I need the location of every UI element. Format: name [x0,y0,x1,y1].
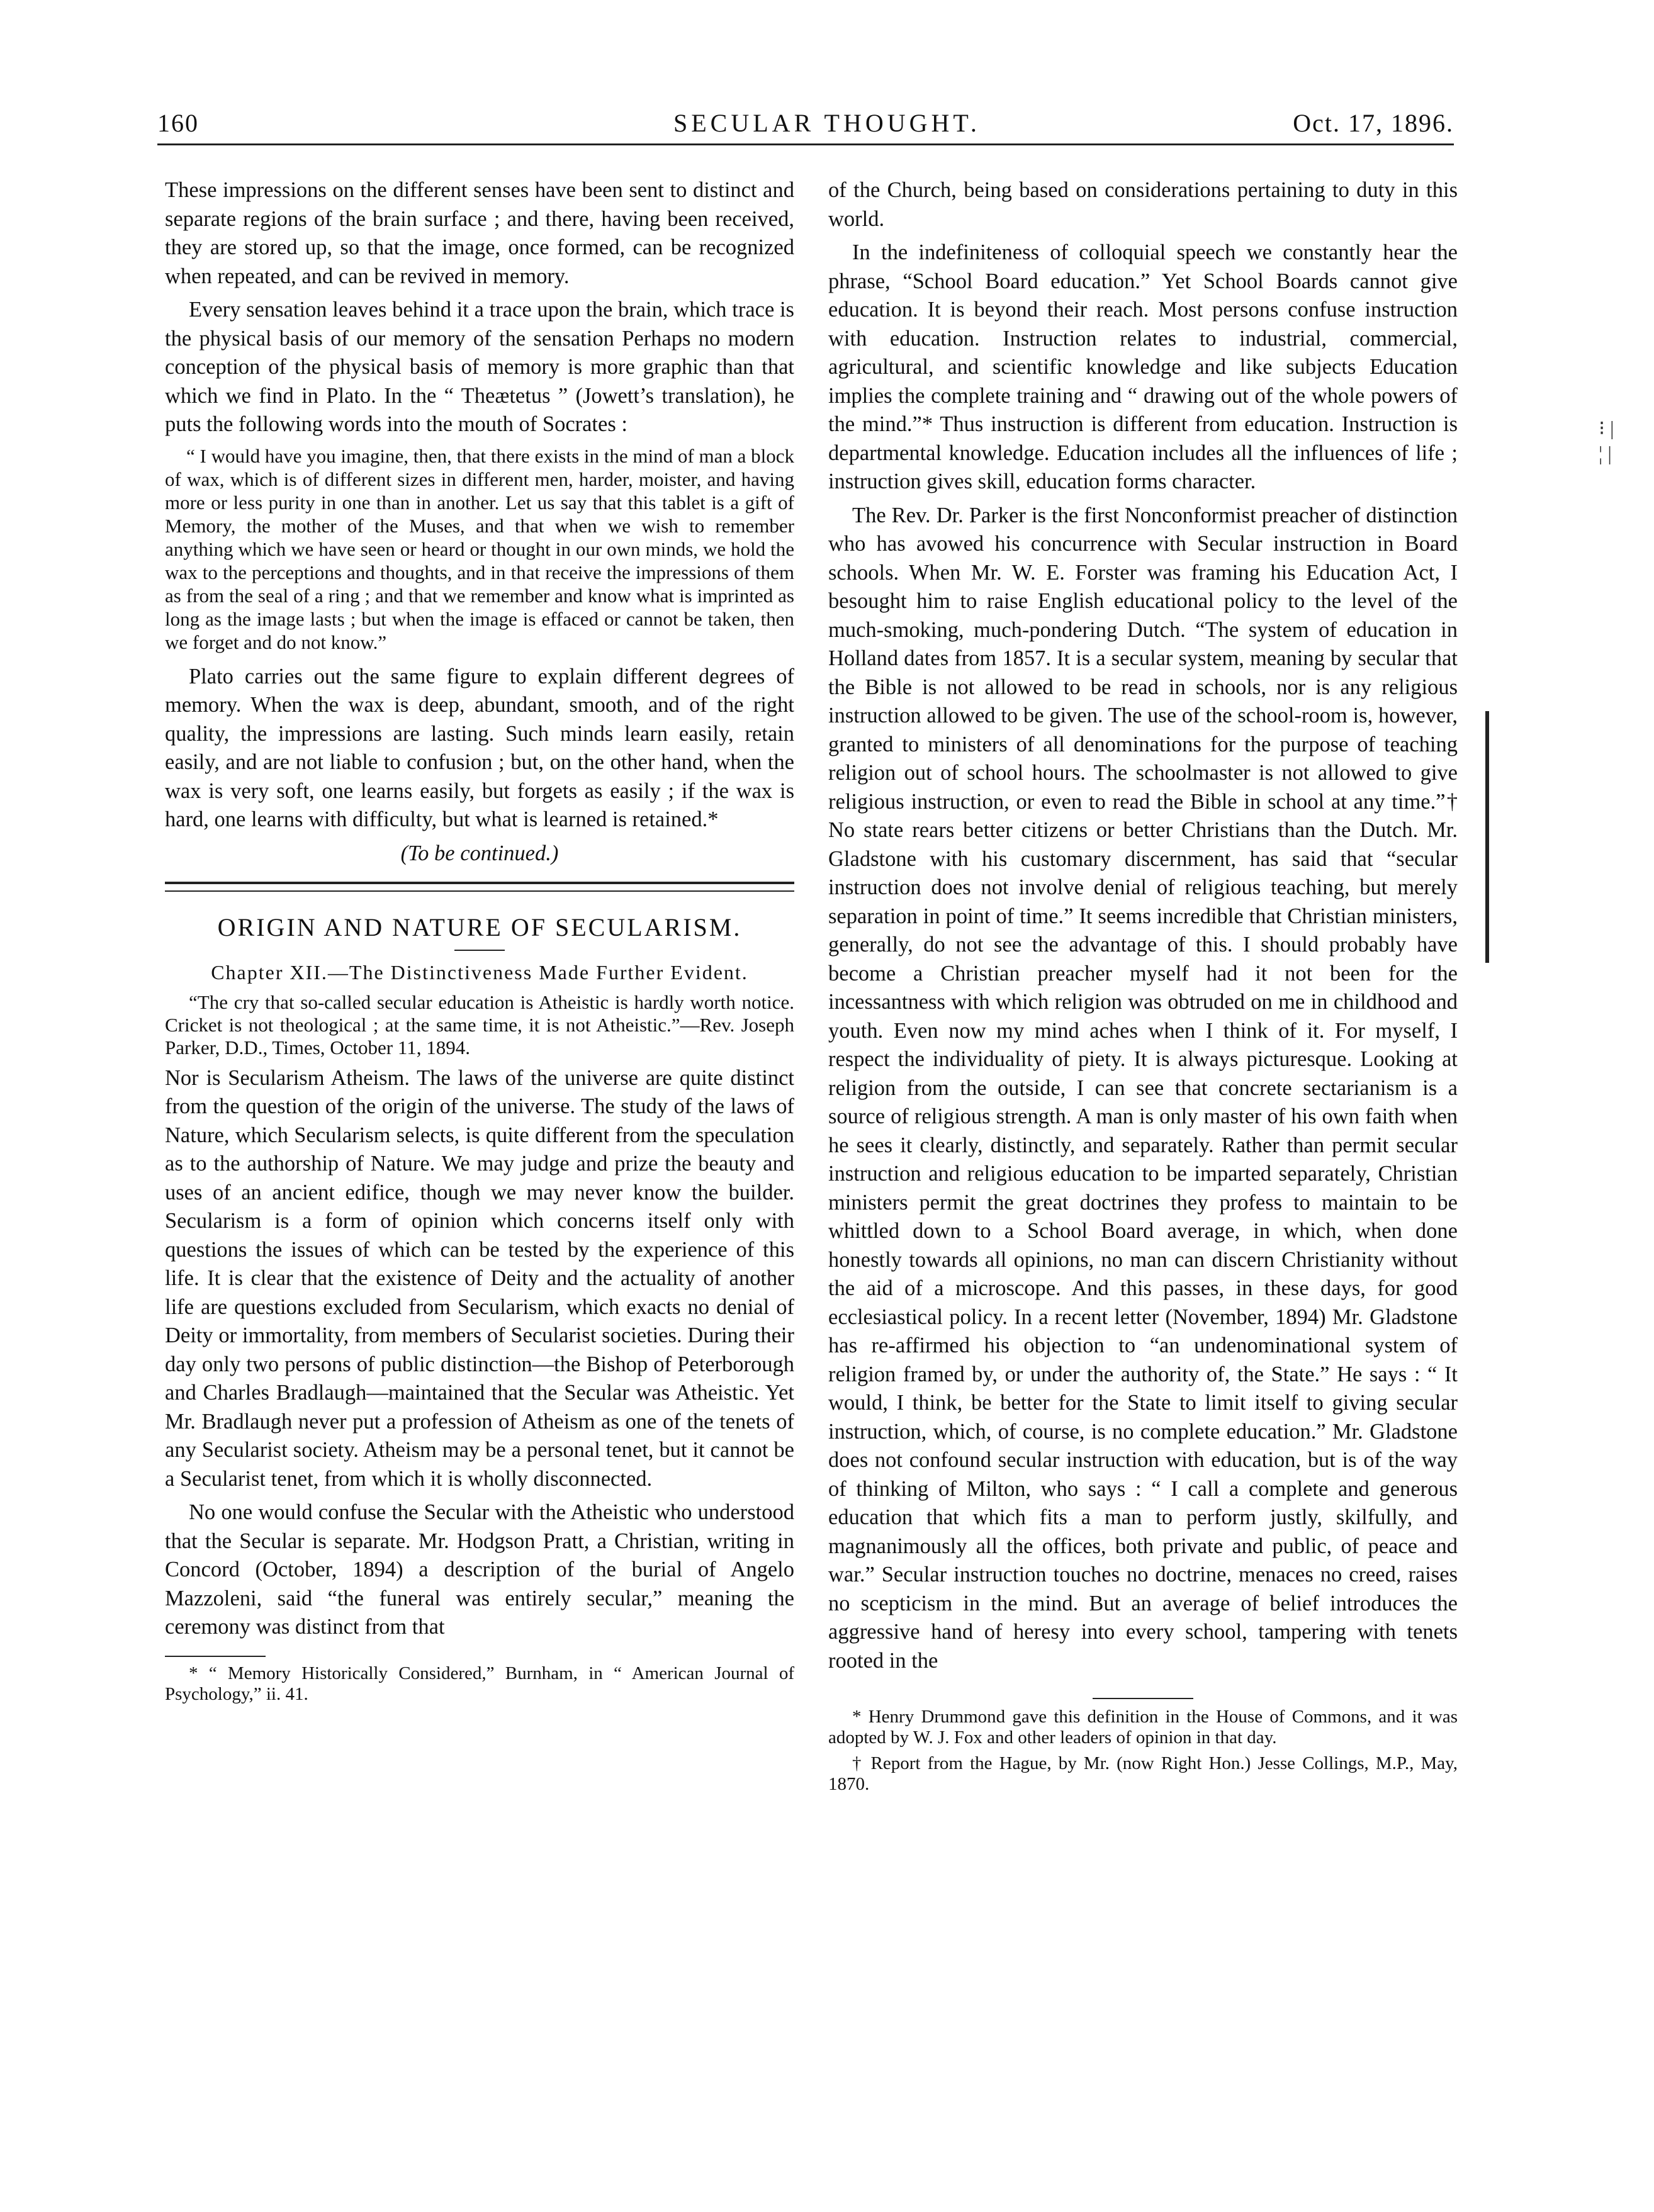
header-rule [157,143,1454,145]
paragraph: Plato carries out the same figure to explain different degrees of memory. When the wax is deep, abundant, smooth, and of the right quality, the impressions are lasting. Such minds learn easily, retain easily, and are not liable to confusion ; but, on the other hand, when the wax is very soft, one learns easily, but forgets as easily ; if the wax is hard, one learns with difficulty, but what is learned is retained.* [165,664,794,831]
paragraph: Nor is Secularism Atheism. The laws of the universe are quite distinct from the question of the origin of the universe. The study of the laws of Nature, which Secularism selects, is quite different from the speculation as to the authorship of Nature. We may judge and prize the beauty and uses of an ancient edifice, though we may never know the builder. Secularism is a form of opinion which concerns itself only with questions the issues of which can be tested by the experience of this life. It is clear that the existence of Deity and the actuality of another life are questions excluded from Secularism, which exacts no denial of Deity or immortality, from members of Secularist societies. During their day only two persons of public distinction—the Bishop of Peterborough and Charles Bradlaugh—maintained that the Secular was Atheistic. Yet Mr. Bradlaugh never put a profession of Atheism as one of the tenets of any Secularist society. Atheism may be a personal tenet, but it cannot be a Secularist tenet, from which it is wholly disconnected. [165,1065,794,1491]
footnote: † Report from the Hague, by Mr. (now Right Hon.) Jesse Collings, M.P., May, 1870. [828,1753,1458,1794]
right-column [828,176,1458,1800]
footnote-rule [1093,1698,1193,1699]
footnote-rule [165,1656,266,1657]
paragraph: In the indefiniteness of colloquial speech we constantly hear the phrase, “School Board education.” Yet School Boards cannot give education. It is beyond their reach. Most persons confuse instruction with education. Instruction relates to industrial, commercial, agricultural, and scientific knowledge and like subjects Education implies the complete training and “ drawing out of the whole powers of the mind.”* Thus instruction is different from education. Instruction is departmental knowledge. Education includes all the influences of life ; instruction gives skill, education forms character. [828,240,1458,493]
paragraph: These impressions on the different senses have been sent to distinct and separate regions of the brain surface ; and there, having been received, they are stored up, so that the image, once formed, can be recognized when repeated, and can be revived in memory. [165,178,794,288]
margin-bar [1485,711,1489,963]
issue-date: Oct. 17, 1896. [1293,109,1454,137]
paragraph: Every sensation leaves behind it a trace upon the brain, which trace is the physical basis of our memory of the sensation Perhaps no modern conception of the physical basis of memory is more graphic than that which we find in Plato. In the “ Theætetus ” (Jowett’s translation), he puts the following words into the mouth of Socrates : [165,298,794,436]
running-header [157,108,1454,146]
paragraph: No one would confuse the Secular with the Atheistic who understood that the Secular is separate. Mr. Hodgson Pratt, a Christian, writing in Concord (October, 1894) a description of the burial of Angelo Mazzoleni, said “the funeral was entirely secular,” meaning the ceremony was distinct from that [165,1500,794,1639]
page-number: 160 [157,109,199,137]
left-column [165,176,794,1710]
paragraph: The Rev. Dr. Parker is the first Nonconformist preacher of distinction who has avowed his concurrence with Secular instruction in Board schools. When Mr. W. E. Forster was framing his Education Act, I besought him to raise English educational policy to the level of the much-smoking, much-pondering Dutch. “The system of education in Holland dates from 1857. It is a secular system, meaning by secular that the Bible is not allowed to be read in schools, nor is any religious instruction allowed to be given. The use of the school-room is, however, granted to ministers of all denominations for the purpose of teaching religion out of school hours. The schoolmaster is not allowed to give religious instruction, or even to read the Bible in school at any time.”† No state rears better citizens or better Christians than the Dutch. Mr. Gladstone with his customary discernment, has said that “secular instruction does not involve denial of religious teaching, but merely separation in point of time.” It seems incredible that Christian ministers, generally, do not see the advantage of this. I should probably have become a Christian preacher myself had it not been for the incessantness with which religion was obtruded on me in childhood and youth. Even now my mind aches when I think of it. For myself, I respect the individuality of piety. It is always picturesque. Looking at religion from the outside, I can see that concrete sectarianism is a source of religious strength. A man is only master of his own faith when he sees it clearly, distinctly, and separately. Rather than permit secular instruction and religious education to be imparted separately, Christian ministers permit the great doctrines they profess to maintain to be whittled down to a School Board average, in which, when done honestly towards all opinions, no man can discern Christianity without the aid of a microscope. And this passes, in these days, for good ecclesiastical policy. In a recent letter (November, 1894) Mr. Gladstone has re-affirmed his objection to “an undenominational system of religion framed by, or under the authority of, the State.” He says : “ It would, I think, be better for the State to limit itself to giving secular instruction, which, of course, is no complete education.” Mr. Gladstone does not confound secular instruction with education, but is of the way of thinking of Milton, who says : “ I call a complete and generous education that which fits a man to perform justly, skilfully, and magnanimously all the offices, both private and public, of peace and war.” Secular instruction touches no doctrine, menaces no creed, raises no scepticism in the mind. But an average of belief introduces the aggressive hand of heresy into every school, tampering with tenets rooted in the [828,503,1458,1673]
title-rule [454,950,505,951]
article-title: ORIGIN AND NATURE OF SECULARISM. [217,913,742,941]
journal-title: SECULAR THOUGHT. [673,109,981,137]
plato-quote: “ I would have you imagine, then, that there exists in the mind of man a block of wax, which is of different sizes in different men, harder, moister, and having more or less purity in one than in another. Let us say that this tablet is a gift of Memory, the mother of the Muses, and that when we wish to remember anything which we have seen or heard or thought in our own minds, we hold the wax to the perceptions and thoughts, and in that receive the impressions of them as from the seal of a ring ; and that we remember and know what is imprinted as long as the image lasts ; but when the image is effaced or cannot be taken, then we forget and do not know.” [165,444,794,653]
to-be-continued: (To be continued.) [400,841,559,865]
footnote: * Henry Drummond gave this definition in the House of Commons, and it was adopted by W. J. Fox and other leaders of opinion in that day. [828,1707,1458,1748]
footnote: * “ Memory Historically Considered,” Burnham, in “ American Journal of Psychology,” ii. 41. [165,1663,794,1704]
margin-marks: ⁝ | ¦ | [1599,417,1614,464]
section-divider [165,882,794,892]
chapter-heading: Chapter XII.—The Distinctiveness Made Further Evident. [211,960,748,984]
epigraph: “The cry that so-called secular education is Atheistic is hardly worth notice. Cricket is not theological ; at the same time, it is not Atheistic.”—Rev. Joseph Parker, D.D., Times, October 11, 1894. [165,991,794,1058]
paragraph: of the Church, being based on considerations pertaining to duty in this world. [828,178,1458,231]
